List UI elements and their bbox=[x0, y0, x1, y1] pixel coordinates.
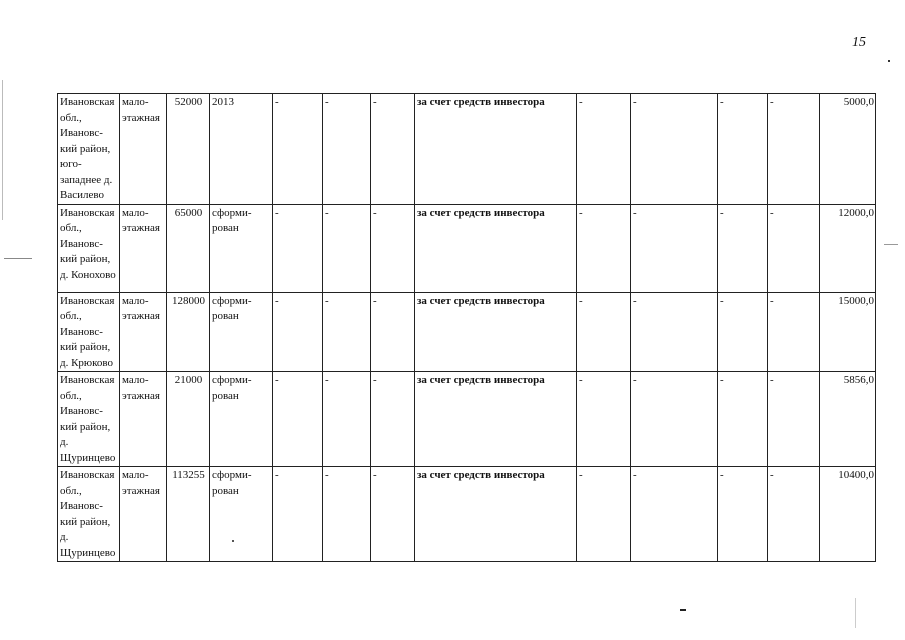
dash-cell: - bbox=[577, 372, 631, 467]
dash-cell: - bbox=[577, 204, 631, 292]
status-cell: сформи-рован bbox=[210, 372, 273, 467]
table-row bbox=[58, 292, 876, 372]
funding-cell: за счет средств инвестора bbox=[415, 94, 577, 205]
amount-cell: 5000,0 bbox=[820, 94, 876, 205]
funding-cell: за счет средств инвестора bbox=[415, 467, 577, 562]
area-cell: 113255 bbox=[167, 467, 210, 562]
amount-cell: 12000,0 bbox=[820, 204, 876, 292]
location-cell: Ивановская обл., Ивановс-кий район, д. Конохово bbox=[58, 204, 120, 292]
dash-cell: - bbox=[273, 292, 323, 372]
dash-cell: - bbox=[768, 467, 820, 562]
scan-artifact-dot bbox=[888, 60, 890, 62]
dash-cell: - bbox=[768, 372, 820, 467]
dash-cell: - bbox=[718, 204, 768, 292]
scan-artifact-line bbox=[884, 244, 898, 245]
scan-artifact-line bbox=[855, 598, 856, 628]
storeys-cell: мало-этажная bbox=[120, 292, 167, 372]
dash-cell: - bbox=[631, 204, 718, 292]
dash-cell: - bbox=[718, 292, 768, 372]
area-cell: 128000 bbox=[167, 292, 210, 372]
area-cell: 52000 bbox=[167, 94, 210, 205]
dash-cell: - bbox=[273, 94, 323, 205]
dash-cell: - bbox=[631, 292, 718, 372]
location-cell: Ивановская обл., Ивановс-кий район, юго-западнее д. Василево bbox=[58, 94, 120, 205]
dash-cell: - bbox=[323, 467, 371, 562]
dash-cell: - bbox=[371, 467, 415, 562]
dash-cell: - bbox=[718, 94, 768, 205]
status-cell: сформи-рован bbox=[210, 292, 273, 372]
status-cell: 2013 bbox=[210, 94, 273, 205]
dash-cell: - bbox=[323, 372, 371, 467]
status-cell: сформи-рован bbox=[210, 467, 273, 562]
amount-cell: 15000,0 bbox=[820, 292, 876, 372]
dash-cell: - bbox=[577, 292, 631, 372]
dash-cell: - bbox=[273, 204, 323, 292]
dash-cell: - bbox=[371, 94, 415, 205]
dash-cell: - bbox=[631, 94, 718, 205]
funding-cell: за счет средств инвестора bbox=[415, 292, 577, 372]
amount-cell: 10400,0 bbox=[820, 467, 876, 562]
scan-artifact-line bbox=[680, 609, 686, 611]
scan-artifact-line bbox=[2, 80, 3, 220]
table-row bbox=[58, 94, 876, 205]
dash-cell: - bbox=[323, 94, 371, 205]
dash-cell: - bbox=[768, 292, 820, 372]
dash-cell: - bbox=[577, 94, 631, 205]
storeys-cell: мало-этажная bbox=[120, 204, 167, 292]
land-plots-table bbox=[57, 93, 876, 562]
dash-cell: - bbox=[323, 204, 371, 292]
storeys-cell: мало-этажная bbox=[120, 467, 167, 562]
page-number: 15 bbox=[852, 35, 866, 50]
scan-artifact-line bbox=[4, 258, 32, 259]
dash-cell: - bbox=[631, 372, 718, 467]
funding-cell: за счет средств инвестора bbox=[415, 204, 577, 292]
location-cell: Ивановская обл., Ивановс-кий район, д. Щуринцево bbox=[58, 372, 120, 467]
dash-cell: - bbox=[768, 204, 820, 292]
location-cell: Ивановская обл., Ивановс-кий район, д. Щуринцево bbox=[58, 467, 120, 562]
dash-cell: - bbox=[371, 372, 415, 467]
dash-cell: - bbox=[718, 372, 768, 467]
funding-cell: за счет средств инвестора bbox=[415, 372, 577, 467]
dash-cell: - bbox=[718, 467, 768, 562]
dash-cell: - bbox=[273, 372, 323, 467]
table-row bbox=[58, 204, 876, 292]
storeys-cell: мало-этажная bbox=[120, 372, 167, 467]
location-cell: Ивановская обл., Ивановс-кий район, д. Крюково bbox=[58, 292, 120, 372]
scan-artifact-dot bbox=[232, 540, 234, 542]
dash-cell: - bbox=[371, 292, 415, 372]
table-row bbox=[58, 467, 876, 562]
dash-cell: - bbox=[768, 94, 820, 205]
dash-cell: - bbox=[371, 204, 415, 292]
dash-cell: - bbox=[577, 467, 631, 562]
area-cell: 65000 bbox=[167, 204, 210, 292]
dash-cell: - bbox=[273, 467, 323, 562]
amount-cell: 5856,0 bbox=[820, 372, 876, 467]
status-cell: сформи-рован bbox=[210, 204, 273, 292]
table-row bbox=[58, 372, 876, 467]
area-cell: 21000 bbox=[167, 372, 210, 467]
storeys-cell: мало-этажная bbox=[120, 94, 167, 205]
dash-cell: - bbox=[631, 467, 718, 562]
dash-cell: - bbox=[323, 292, 371, 372]
